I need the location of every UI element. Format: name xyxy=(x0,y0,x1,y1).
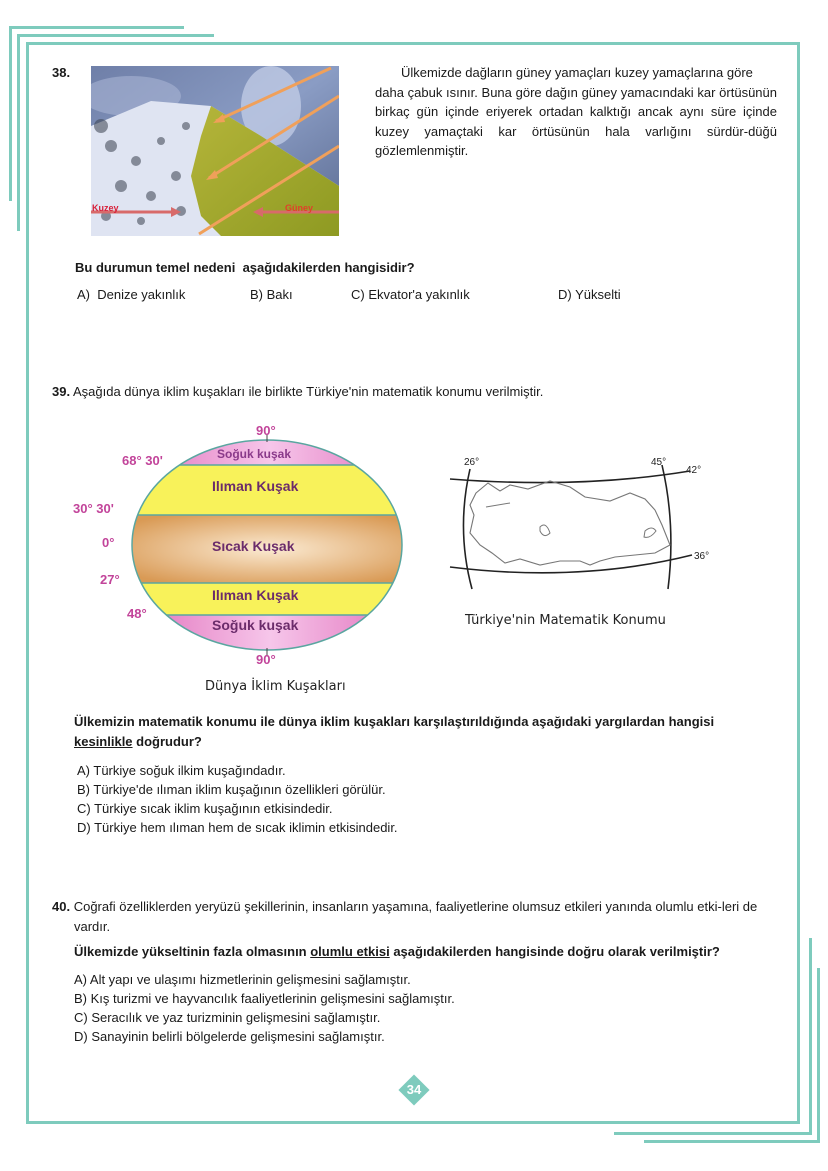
zones-caption: Dünya İklim Kuşakları xyxy=(205,679,346,694)
lat-label-30-30: 30° 30' xyxy=(73,501,114,516)
lon-east-label: 45° xyxy=(651,457,667,468)
question-38-option-b[interactable]: B) Bakı xyxy=(250,287,293,302)
lon-west-label: 26° xyxy=(464,457,480,468)
page-number-badge xyxy=(399,1075,429,1105)
zones-bottom-label: 90° xyxy=(256,652,276,667)
question-39-option-b[interactable]: B) Türkiye'de ılıman iklim kuşağının özellikleri görülür. xyxy=(77,782,386,797)
question-39-prompt xyxy=(74,712,779,751)
question-38-prompt: Bu durumun temel nedeni aşağıdakilerden hangisidir? xyxy=(75,260,415,275)
south-label: Güney xyxy=(285,203,314,213)
slope-photo xyxy=(91,66,339,236)
lat-label-0: 0° xyxy=(102,535,115,550)
zones-band-temperate-north: Ilıman Kuşak xyxy=(212,478,299,494)
question-38-number: 38. xyxy=(52,65,71,80)
lat-north-label: 42° xyxy=(686,465,702,476)
question-39-option-c[interactable]: C) Türkiye sıcak iklim kuşağının etkisindedir. xyxy=(77,801,333,816)
question-40-option-a[interactable]: A) Alt yapı ve ulaşımı hizmetlerinin gelişmesini sağlamıştır. xyxy=(74,972,411,987)
question-39-option-a[interactable]: A) Türkiye soğuk ilkim kuşağındadır. xyxy=(77,763,286,778)
question-38-intro-rest: daha çabuk ısınır. Buna göre dağın güney yamacındaki kar örtüsünün birkaç gün içinde eriyerek ortadan kalktığı ancak aynı süre içinde kuzey yamaçtaki kar örtüsünün hala varlığını sürdür-düğü gözlemlenmiştir. xyxy=(375,84,777,158)
zones-band-cold-north: Soğuk kuşak xyxy=(217,447,292,461)
question-38-intro xyxy=(375,63,777,161)
frame-line-bottom-mid xyxy=(614,1132,812,1135)
lat-label-48: 48° xyxy=(127,606,147,621)
zones-band-hot: Sıcak Kuşak xyxy=(212,538,295,554)
question-39-prompt-part1: Ülkemizin matematik konumu ile dünya iklim kuşakları karşılaştırıldığında aşağıdaki yargılardan hangisi xyxy=(74,714,715,729)
page-number: 34 xyxy=(406,1082,422,1097)
north-label: Kuzey xyxy=(92,203,119,213)
zones-band-temperate-south: Ilıman Kuşak xyxy=(212,587,299,603)
question-40-option-b[interactable]: B) Kış turizmi ve hayvancılık faaliyetlerinin gelişmesini sağlamıştır. xyxy=(74,991,455,1006)
turkey-outline-map xyxy=(440,445,720,595)
question-40-prompt-emphasis: olumlu etkisi xyxy=(310,944,390,959)
question-39-number: 39. xyxy=(52,384,71,399)
question-40-option-c[interactable]: C) Seracılık ve yaz turizminin gelişmesini sağlamıştır. xyxy=(74,1010,381,1025)
question-39-intro: Aşağıda dünya iklim kuşakları ile birlikte Türkiye'nin matematik konumu verilmiştir. xyxy=(72,384,544,399)
question-40-intro: Coğrafi özelliklerden yeryüzü şekillerinin, insanların yaşamına, faaliyetlerine olumsuz etkileri yanında olumlu etki-leri de vardır. xyxy=(73,899,758,934)
question-40-option-d[interactable]: D) Sanayinin belirli bölgelerde gelişmesini sağlamıştır. xyxy=(74,1029,385,1044)
lat-label-27: 27° xyxy=(100,572,120,587)
zones-band-cold-south: Soğuk kuşak xyxy=(212,617,299,633)
map-caption: Türkiye'nin Matematik Konumu xyxy=(465,613,666,628)
frame-line-bottom-outer xyxy=(644,1140,820,1143)
question-40-prompt xyxy=(74,942,789,962)
turkey-map-figure xyxy=(440,445,720,635)
question-40-prompt-part2: aşağıdakilerden hangisinde doğru olarak verilmiştir? xyxy=(389,944,720,959)
frame-line-right-outer xyxy=(817,968,820,1143)
question-40-number: 40. xyxy=(52,899,71,914)
question-40-prompt-part1: Ülkemizde yükseltinin fazla olmasının xyxy=(74,944,311,959)
question-38-option-d[interactable]: D) Yükselti xyxy=(558,287,621,302)
question-39-intro-line xyxy=(52,382,543,402)
question-39-option-d[interactable]: D) Türkiye hem ılıman hem de sıcak iklimin etkisindedir. xyxy=(77,820,398,835)
question-38-option-a[interactable]: A) Denize yakınlık xyxy=(77,287,186,302)
question-40-intro-block xyxy=(52,897,794,936)
lat-south-label: 36° xyxy=(694,551,710,562)
frame-line-left-outer xyxy=(9,26,12,201)
frame-line-left-mid xyxy=(17,34,20,231)
lat-label-68-30: 68° 30' xyxy=(122,453,163,468)
frame-line-right-mid xyxy=(809,938,812,1135)
climate-zones-figure xyxy=(60,420,420,700)
question-38-option-c[interactable]: C) Ekvator'a yakınlık xyxy=(351,287,470,302)
question-39-prompt-part2: doğrudur? xyxy=(132,733,202,749)
frame-line-top-outer xyxy=(10,26,184,29)
frame-line-top-mid xyxy=(18,34,214,37)
question-39-prompt-emphasis: kesinlikle xyxy=(74,733,133,749)
zones-top-label: 90° xyxy=(256,423,276,438)
question-38-intro-first-line: Ülkemizde dağların güney yamaçları kuzey yamaçlarına göre xyxy=(401,65,753,80)
